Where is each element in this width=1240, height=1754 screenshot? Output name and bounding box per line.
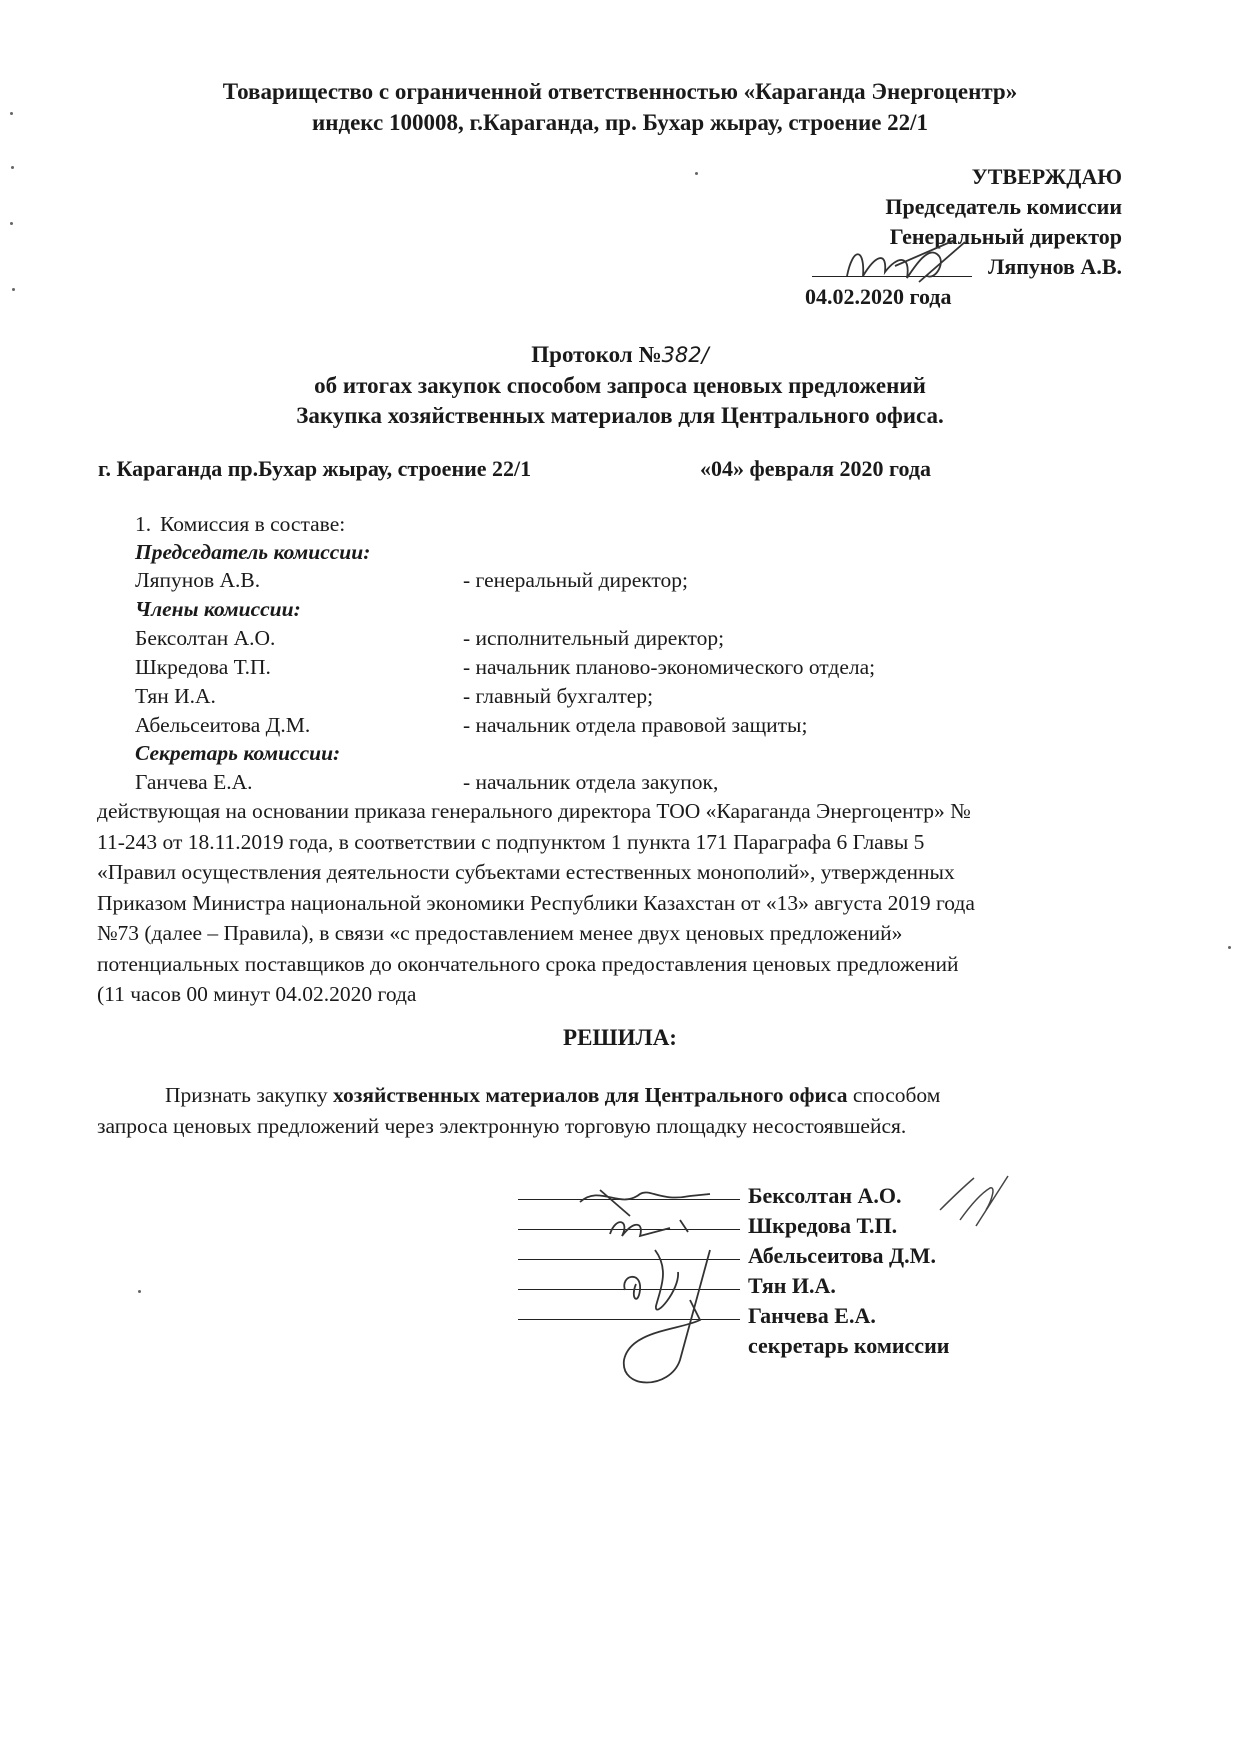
company-address: индекс 100008, г.Караганда, пр. Бухар жырау, строение 22/1 [311, 110, 929, 135]
commission-intro: Комиссия в составе: [160, 512, 346, 536]
secretary-name: Ганчева Е.А. [135, 770, 253, 794]
secretary-signature-role: секретарь комиссии [748, 1333, 950, 1358]
approval-role-chair: Председатель комиссии [885, 194, 1122, 219]
member-role: - начальник отдела правовой защиты; [463, 713, 808, 737]
company-name: Товарищество с ограниченной ответственностью «Караганда Энергоцентр» [222, 79, 1018, 104]
protocol-subtitle: об итогах закупок способом запроса ценовых предложений [314, 373, 926, 398]
member-name: Абельсеитова Д.М. [135, 713, 311, 737]
approval-date: 04.02.2020 года [805, 284, 952, 309]
decision-subject: хозяйственных материалов для Центрального офиса [333, 1083, 848, 1107]
secretary-role: - начальник отдела закупок, [463, 770, 719, 794]
chair-label: Председатель комиссии: [135, 540, 371, 564]
decision-paragraph [97, 1080, 1122, 1141]
scan-speck [10, 112, 13, 115]
member-role: - главный бухгалтер; [463, 684, 654, 708]
basis-line: №73 (далее – Правила), в связи «с предоставлением менее двух ценовых предложений» [97, 921, 903, 945]
protocol-number: 382/ [661, 343, 709, 367]
member-name: Тян И.А. [135, 684, 216, 708]
decision-text-rest: способом [847, 1083, 941, 1107]
member-name: Бексолтан А.О. [135, 626, 276, 650]
scan-speck [1228, 946, 1231, 949]
secretary-label: Секретарь комиссии: [135, 741, 341, 765]
protocol-date: «04» февраля 2020 года [700, 456, 931, 481]
chair-role: - генеральный директор; [463, 568, 688, 592]
basis-line: (11 часов 00 минут 04.02.2020 года [97, 982, 417, 1006]
scan-speck [12, 288, 15, 291]
signature-mark [930, 1170, 1020, 1250]
scan-speck [11, 166, 14, 169]
basis-line: потенциальных поставщиков до окончательного срока предоставления ценовых предложений [97, 951, 959, 976]
basis-line: действующая на основании приказа генерального директора ТОО «Караганда Энергоцентр» № [97, 799, 971, 823]
protocol-title [0, 342, 1240, 368]
scan-speck [695, 172, 698, 175]
basis-paragraph [97, 796, 1122, 1010]
member-role: - исполнительный директор; [463, 626, 725, 650]
commission-number: 1. [135, 512, 152, 536]
decision-line [97, 1080, 1122, 1111]
members-label: Члены комиссии: [135, 597, 301, 621]
signature-name: Ганчева Е.А. [748, 1303, 876, 1328]
signature-name: Шкредова Т.П. [748, 1213, 898, 1238]
scan-speck [138, 1290, 141, 1293]
scan-speck [10, 222, 13, 225]
chair-name: Ляпунов А.В. [135, 568, 261, 592]
decision-text: Признать закупку [165, 1083, 334, 1107]
signature-name: Тян И.А. [748, 1273, 836, 1298]
signature-name: Бексолтан А.О. [748, 1183, 902, 1208]
protocol-title-prefix: Протокол № [531, 342, 662, 367]
decision-line-2: запроса ценовых предложений через электронную торговую площадку несостоявшейся. [97, 1113, 907, 1138]
member-name: Шкредова Т.П. [135, 655, 271, 679]
approval-heading: УТВЕРЖДАЮ [971, 164, 1122, 189]
signature-name: Абельсеитова Д.М. [748, 1243, 936, 1268]
approval-name: Ляпунов А.В. [987, 254, 1122, 279]
approval-role-director: Генеральный директор [889, 224, 1122, 249]
basis-line: «Правил осуществления деятельности субъектами естественных монополий», утвержденных [97, 860, 955, 884]
protocol-subject: Закупка хозяйственных материалов для Центрального офиса. [296, 403, 944, 428]
basis-line: 11-243 от 18.11.2019 года, в соответствии с подпунктом 1 пункта 171 Параграфа 6 Главы 5 [97, 829, 925, 854]
basis-line: Приказом Министра национальной экономики Республики Казахстан от «13» августа 2019 года [97, 890, 975, 915]
member-role: - начальник планово-экономического отдела; [463, 655, 876, 679]
member-signatures [560, 1180, 760, 1400]
place: г. Караганда пр.Бухар жырау, строение 22/1 [98, 456, 532, 481]
decision-heading: РЕШИЛА: [563, 1025, 677, 1050]
